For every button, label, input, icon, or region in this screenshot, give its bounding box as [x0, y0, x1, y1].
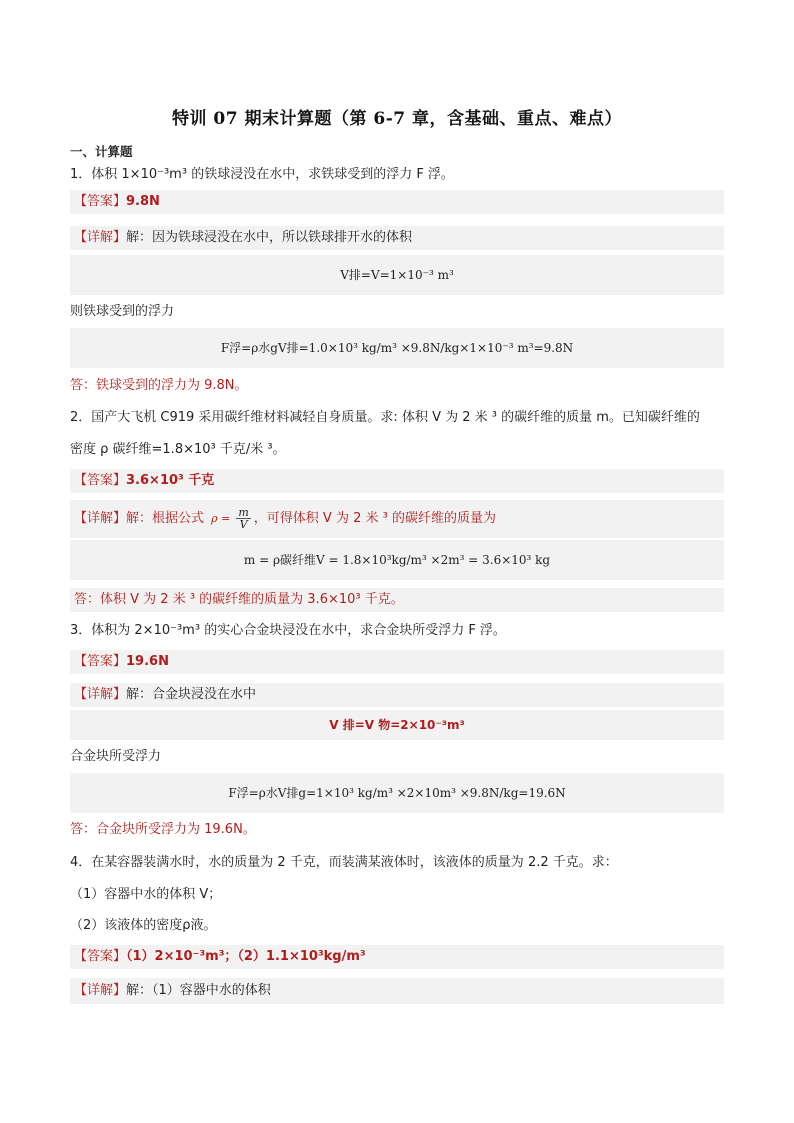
- detail-text: 解：根据公式: [126, 511, 205, 526]
- answer-value: 9.8N: [126, 194, 160, 209]
- answer-label: 【答案】: [74, 949, 127, 964]
- detail-text-tail: ，可得体积 V 为 2 米 ³ 的碳纤维的质量为: [253, 511, 496, 526]
- conclusion-text: 答：体积 V 为 2 米 ³ 的碳纤维的质量为 3.6×10³ 千克。: [74, 592, 404, 607]
- question-3: 3．体积为 2×10⁻³m³ 的实心合金块浸没在水中，求合金块所受浮力 F 浮。: [70, 623, 506, 638]
- page-title: 特训 07 期末计算题（第 6-7 章，含基础、重点、难点）: [171, 109, 623, 129]
- answer-label: 【答案】: [74, 194, 127, 209]
- detail-label: 【详解】: [74, 230, 127, 245]
- answer-2: [70, 469, 724, 493]
- question-2-line2: 密度 ρ 碳纤维=1.8×10³ 千克/米 ³。: [70, 442, 286, 457]
- formula-1a: V排=V=1×10⁻³ m³: [70, 255, 724, 295]
- question-2-line1: 2．国产大飞机 C919 采用碳纤维材料减轻自身质量。求: 体积 V 为 2 米 ³ 的碳纤维的质量 m。已知碳纤维的: [70, 410, 700, 425]
- detail-label: 【详解】: [74, 983, 127, 998]
- conclusion-3: [70, 820, 724, 840]
- density-symbol: ρ =: [211, 512, 231, 525]
- detail-text: 解：（1）容器中水的体积: [126, 983, 271, 998]
- question-1: 1．体积 1×10⁻³m³ 的铁球浸没在水中，求铁球受到的浮力 F 浮。: [70, 167, 454, 182]
- formula-3a: V 排=V 物=2×10⁻³m³: [70, 710, 724, 740]
- answer-1: [70, 190, 724, 214]
- section-heading: 一、计算题: [70, 144, 133, 159]
- text-1-mid: 则铁球受到的浮力: [70, 304, 175, 319]
- density-fraction: [236, 507, 250, 530]
- answer-3: [70, 650, 724, 674]
- question-4-sub1: （1）容器中水的体积 V；: [70, 887, 222, 902]
- formula-1b: F浮=ρ水gV排=1.0×10³ kg/m³ ×9.8N/kg×1×10⁻³ m³=9.8N: [70, 328, 724, 368]
- answer-label: 【答案】: [74, 473, 127, 488]
- fraction-denominator: V: [239, 518, 248, 531]
- answer-label: 【答案】: [74, 654, 127, 669]
- detail-2: [70, 500, 724, 538]
- detail-text: 解：合金块浸没在水中: [126, 687, 257, 702]
- fraction-numerator: m: [238, 506, 249, 519]
- formula-2: m = ρ碳纤维V = 1.8×10³kg/m³ ×2m³ = 3.6×10³ kg: [70, 540, 724, 580]
- detail-3: [70, 683, 724, 707]
- detail-label: 【详解】: [74, 511, 127, 526]
- detail-text: 解：因为铁球浸没在水中，所以铁球排开水的体积: [126, 230, 413, 245]
- answer-value: 3.6×10³ 千克: [126, 473, 215, 488]
- answer-value: 19.6N: [126, 654, 169, 669]
- question-4-sub2: （2）该液体的密度ρ液。: [70, 918, 217, 933]
- question-4: 4．在某容器装满水时，水的质量为 2 千克，而装满某液体时，该液体的质量为 2.2 千克。求：: [70, 855, 618, 870]
- answer-value: （1）2×10⁻³m³；（2）1.1×10³kg/m³: [126, 949, 366, 964]
- detail-label: 【详解】: [74, 687, 127, 702]
- formula-3b: F浮=ρ水V排g=1×10³ kg/m³ ×2×10m³ ×9.8N/kg=19.6N: [70, 773, 724, 813]
- answer-4: [70, 945, 724, 969]
- conclusion-1: [70, 376, 724, 396]
- conclusion-text: 答：合金块所受浮力为 19.6N。: [70, 822, 256, 837]
- text-3-mid: 合金块所受浮力: [70, 749, 162, 764]
- detail-1: [70, 226, 724, 250]
- conclusion-2: [70, 588, 724, 612]
- detail-4: [70, 978, 724, 1004]
- conclusion-text: 答：铁球受到的浮力为 9.8N。: [70, 378, 248, 393]
